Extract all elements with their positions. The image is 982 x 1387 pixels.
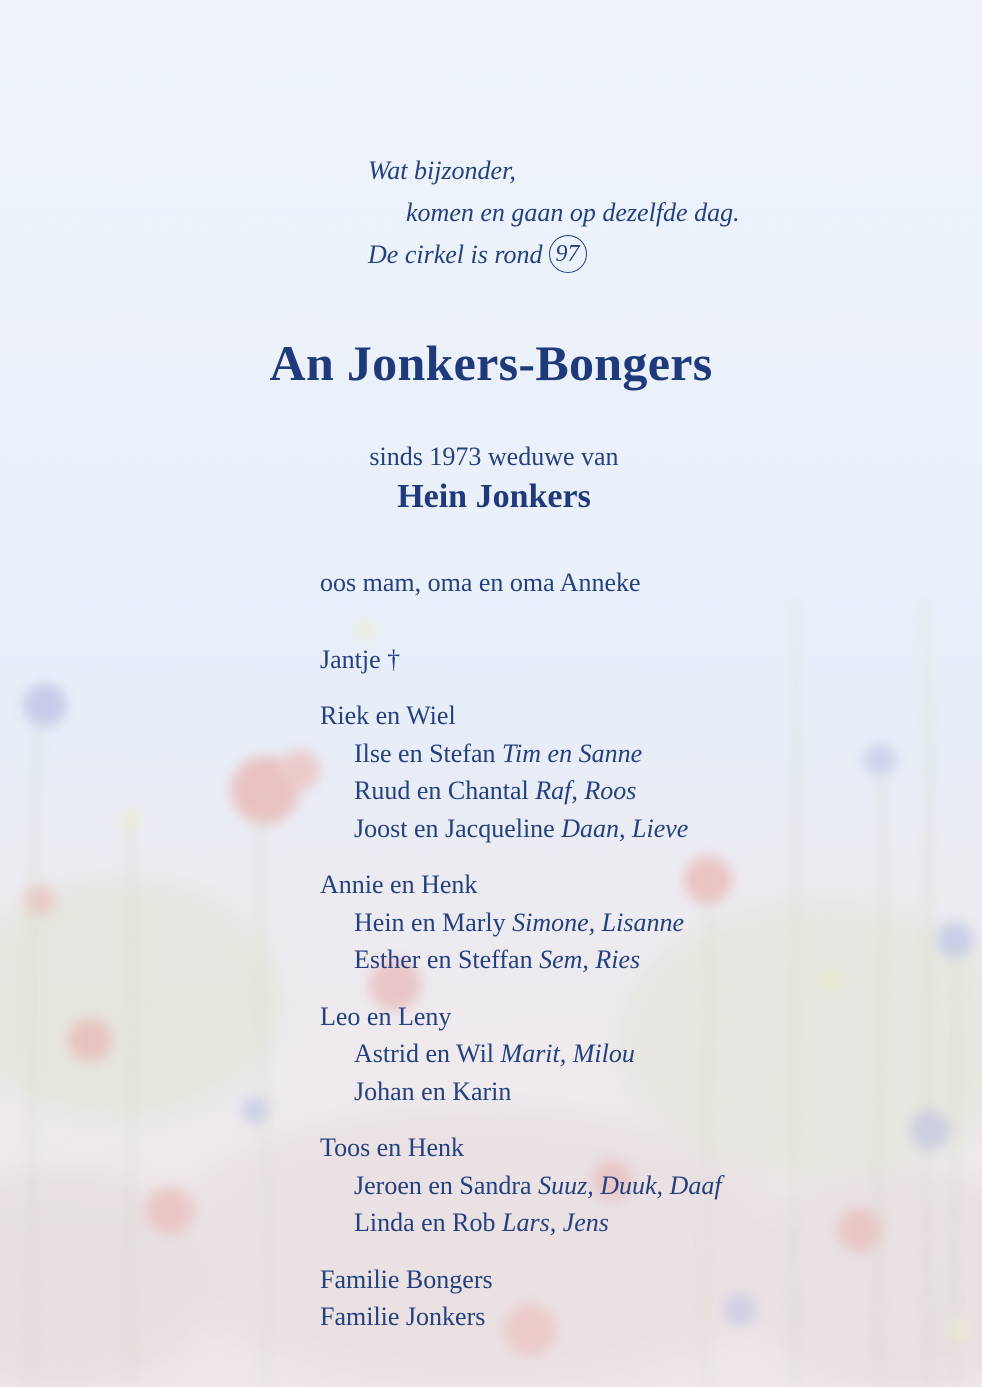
member-couple: Jeroen en Sandra	[354, 1170, 532, 1200]
poem	[368, 150, 740, 276]
member-children: Marit, Milou	[500, 1039, 635, 1068]
member-couple: Astrid en Wil	[354, 1039, 495, 1068]
family-group-head: Riek en Wiel	[320, 701, 456, 730]
member-couple: Ilse en Stefan	[354, 738, 496, 768]
family-member	[320, 1167, 722, 1205]
poem-line-3-text: De cirkel is rond	[368, 240, 543, 269]
family-member	[320, 772, 722, 810]
deceased-name: An Jonkers-Bongers	[269, 335, 713, 391]
family-member	[320, 941, 722, 979]
member-children: Raf, Roos	[535, 776, 637, 805]
poem-line-1: Wat bijzonder,	[368, 156, 516, 185]
member-couple: Joost en Jacqueline	[354, 813, 555, 843]
family-jantje: Jantje †	[320, 644, 401, 674]
member-couple: Linda en Rob	[354, 1208, 496, 1237]
poem-line-3	[368, 234, 740, 276]
member-couple: Johan en Karin	[354, 1076, 512, 1106]
family-member	[320, 810, 722, 848]
family-member	[320, 735, 722, 773]
family-member	[320, 904, 722, 942]
extended-family: Familie Bongers	[320, 1264, 493, 1294]
member-children: Lars, Jens	[502, 1208, 609, 1237]
family-list	[320, 564, 722, 1336]
member-couple: Hein en Marly	[354, 907, 506, 937]
member-children: Sem, Ries	[539, 945, 641, 974]
family-member	[320, 1035, 722, 1073]
member-children: Suuz, Duuk, Daaf	[538, 1170, 722, 1200]
family-member	[320, 1073, 722, 1111]
member-children: Simone, Lisanne	[512, 907, 685, 937]
member-children: Tim en Sanne	[502, 738, 643, 768]
family-member	[320, 1204, 722, 1242]
poem-line-2: komen en gaan op dezelfde dag.	[406, 198, 740, 227]
spouse-name: Hein Jonkers	[397, 478, 591, 515]
family-group-head: Toos en Henk	[320, 1133, 465, 1162]
extended-family: Familie Jonkers	[320, 1302, 486, 1331]
member-couple: Ruud en Chantal	[354, 776, 529, 805]
family-intro: oos mam, oma en oma Anneke	[320, 568, 641, 597]
member-couple: Esther en Steffan	[354, 945, 533, 974]
age-circle: 97	[549, 235, 587, 273]
member-children: Daan, Lieve	[561, 813, 689, 843]
widow-text: sinds 1973 weduwe van	[369, 442, 619, 471]
family-group-head: Leo en Leny	[320, 1001, 452, 1031]
family-group-head: Annie en Henk	[320, 870, 478, 899]
